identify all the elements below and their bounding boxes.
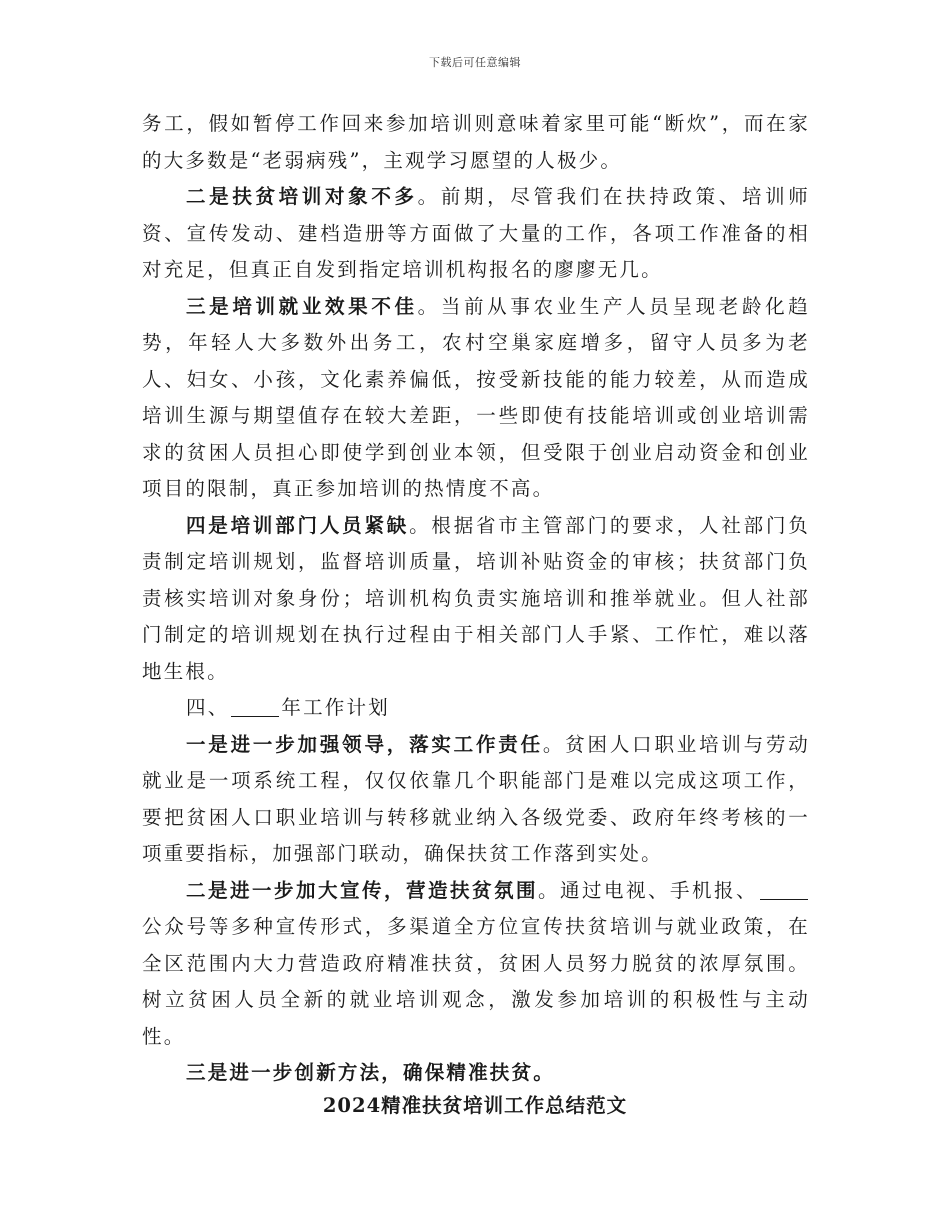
point-2-heading: 二是扶贫培训对象不多	[186, 185, 418, 208]
plan-2-text-b: 公众号等多种宣传形式，多渠道全方位宣传扶贫培训与就业政策，在全区范围内大力营造政府精准扶贫，贫困人员努力脱贫的浓厚氛围。树立贫困人员全新的就业培训观念，激发参加培训的积极性与主动性。	[142, 915, 810, 1048]
point-4-heading: 四是培训部门人员紧缺	[186, 513, 410, 537]
plan-2-text-a: 。通过电视、手机报、	[538, 878, 758, 902]
document-title: 2024精准扶贫培训工作总结范文	[322, 1094, 628, 1117]
point-2-text: 。前期，尽管我们在扶持政策、培训师资、宣传发动、建档造册等方面做了大量的工作，各项工作准备的相对充足，但真正自发到指定培训机构报名的廖廖无几。	[142, 185, 810, 281]
plan-1-text: 。贫困人口职业培训与劳动就业是一项系统工程，仅仅依靠几个职能部门是难以完成这项工作，要把贫困人口职业培训与转移就业纳入各级党委、政府年终考核的一项重要指标，加强部门联动，确保扶贫工作落到实处。	[142, 732, 810, 865]
paragraph-plan-1	[142, 727, 810, 873]
paragraph-point-3	[142, 289, 810, 508]
name-blank	[760, 879, 808, 900]
section-heading-prefix: 四、	[186, 696, 230, 719]
paragraph-point-4	[142, 508, 810, 691]
year-blank	[231, 696, 279, 717]
paragraph-plan-3: 三是进一步创新方法，确保精准扶贫。	[186, 1061, 555, 1084]
page-header: 下载后可任意编辑	[429, 56, 521, 69]
point-3-heading: 三是培训就业效果不佳	[186, 294, 418, 318]
point-3-text: 。当前从事农业生产人员呈现老龄化趋势，年轻人大多数外出务工，农村空巢家庭增多，留守人员多为老人、妇女、小孩，文化素养偏低，按受新技能的能力较差，从而造成培训生源与期望值存在较大差距，一些即使有技能培训或创业培训需求的贫困人员担心即使学到创业本领，但受限于创业启动资金和创业项目的限制，真正参加培训的热情度不高。	[142, 294, 810, 500]
plan-2-heading: 二是进一步加大宣传，营造扶贫氛围	[186, 878, 538, 902]
paragraph-continuation: 务工，假如暂停工作回来参加培训则意味着家里可能“断炊”，而在家的大多数是“老弱病残”，主观学习愿望的人极少。	[142, 112, 810, 172]
document-body	[142, 106, 810, 1092]
section-heading-suffix: 年工作计划	[281, 696, 390, 719]
point-4-text: 。根据省市主管部门的要求，人社部门负责制定培训规划，监督培训质量，培训补贴资金的审核；扶贫部门负责核实培训对象身份；培训机构负责实施培训和推举就业。但人社部门制定的培训规划在执行过程由于相关部门人手紧、工作忙，难以落地生根。	[142, 513, 810, 683]
plan-1-heading: 一是进一步加强领导，落实工作责任	[186, 732, 543, 756]
section-heading-work-plan	[142, 690, 810, 727]
paragraph-plan-2	[142, 873, 810, 1056]
paragraph-point-2	[142, 179, 810, 289]
